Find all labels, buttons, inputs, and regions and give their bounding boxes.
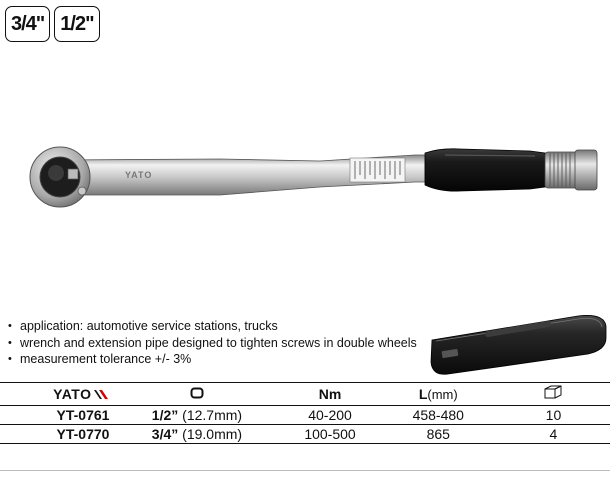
- header-length-letter: L: [418, 385, 428, 402]
- badge-1-2: 1/2": [54, 6, 99, 42]
- badge-3-4: 3/4": [5, 6, 50, 42]
- package-box-icon: [543, 384, 563, 400]
- row-length: 865: [426, 426, 450, 442]
- header-length: [380, 383, 497, 406]
- feature-application: • application: automotive service stations, trucks: [7, 318, 417, 335]
- spec-table-header: [0, 383, 610, 406]
- square-drive-icon: [190, 387, 204, 399]
- row-torque: 40-200: [308, 407, 352, 423]
- header-drive: [113, 383, 280, 406]
- feature-list: [7, 318, 417, 368]
- yato-chevron-icon: [93, 389, 109, 400]
- bottom-divider: [0, 470, 610, 471]
- header-quantity: [497, 383, 610, 406]
- header-torque: Nm: [318, 386, 342, 402]
- row-length: 458-480: [412, 407, 464, 423]
- header-brand: [0, 383, 113, 406]
- table-row: [0, 406, 610, 425]
- storage-case-icon: [428, 310, 608, 376]
- row-torque: 100-500: [304, 426, 356, 442]
- row-quantity: 10: [545, 407, 562, 423]
- row-quantity: 4: [549, 426, 558, 442]
- svg-text:YATO: YATO: [125, 170, 153, 180]
- row-size-mm: (19.0mm): [182, 426, 243, 442]
- row-code: YT-0770: [56, 426, 110, 442]
- row-size: [113, 425, 280, 444]
- drive-size-badges: [5, 6, 100, 42]
- spec-table: [0, 382, 610, 444]
- row-size-inch: 1/2”: [151, 407, 179, 423]
- row-size: [113, 406, 280, 425]
- torque-wrench-icon: [20, 135, 605, 220]
- row-size-mm: (12.7mm): [182, 407, 243, 423]
- feature-extension-pipe: • wrench and extension pipe designed to tighten screws in double wheels: [7, 335, 417, 352]
- row-code: YT-0761: [56, 407, 110, 423]
- row-size-inch: 3/4”: [151, 426, 179, 442]
- brand-text: YATO: [53, 386, 92, 402]
- header-length-unit: (mm): [427, 386, 458, 402]
- yato-logo-icon: [53, 385, 109, 403]
- table-row: [0, 425, 610, 444]
- feature-tolerance: • measurement tolerance +/- 3%: [7, 351, 417, 368]
